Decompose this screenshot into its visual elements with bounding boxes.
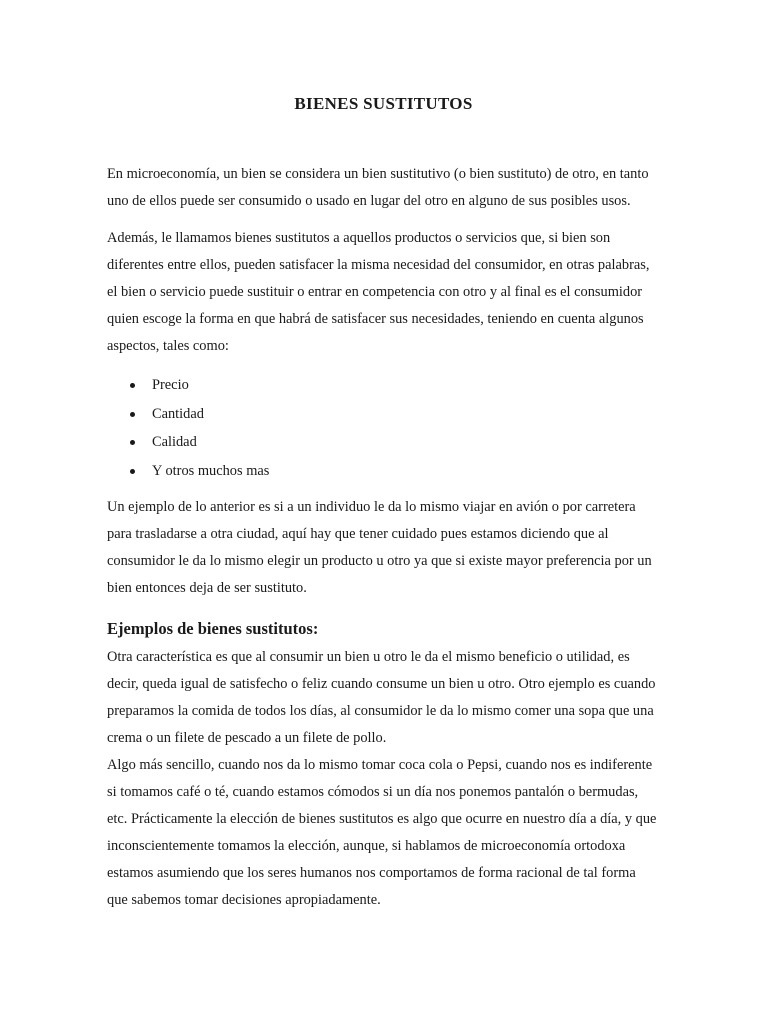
- bullet-icon: [130, 383, 135, 388]
- paragraph-explanation: Además, le llamamos bienes sustitutos a aquellos productos o servicios que, si bien son diferentes entre ellos, pueden satisfacer la misma necesidad del consumidor, en otras palabras, el bien o servicio puede sustituir o entrar en competencia con otro y al final es el consumidor quien escoge la forma en que habrá de satisfacer sus necesidades, teniendo en cuenta algunos aspectos, tales como:: [107, 230, 650, 354]
- aspects-list: [107, 371, 660, 485]
- bullet-icon: [130, 469, 135, 474]
- bullet-icon: [130, 440, 135, 445]
- list-item-label: Cantidad: [152, 405, 204, 422]
- list-item: [107, 428, 660, 457]
- list-item: [107, 400, 660, 429]
- list-item-label: Calidad: [152, 434, 197, 451]
- list-item-label: Precio: [152, 377, 189, 393]
- paragraph-characteristic: Otra característica es que al consumir un bien u otro le da el mismo beneficio o utilidad, es decir, queda igual de satisfecho o feliz cuando consume un bien u otro. Otro ejemplo es cuando preparamos la comida de todos los días, al consumidor le da lo mismo comer una sopa que una crema o un filete de pescado a un filete de pollo.: [107, 649, 656, 747]
- list-item-label: Y otros muchos mas: [152, 462, 270, 479]
- paragraph-definition: En microeconomía, un bien se considera un bien sustitutivo (o bien sustituto) de otro, en tanto uno de ellos puede ser consumido o usado en lugar del otro en alguno de sus posibles usos.: [107, 166, 649, 209]
- bullet-icon: [130, 412, 135, 417]
- paragraph-simple-example: Algo más sencillo, cuando nos da lo mismo tomar coca cola o Pepsi, cuando nos es indiferente si tomamos café o té, cuando estamos cómodos si un día nos ponemos pantalón o bermudas, etc. Prácticamente la elección de bienes sustitutos es algo que ocurre en nuestro día a día, y que inconscientemente tomamos la elección, aunque, si hablamos de microeconomía ortodoxa estamos asumiendo que los seres humanos nos comportamos de forma racional de tal forma que sabemos tomar decisiones apropiadamente.: [107, 757, 657, 909]
- list-item: [107, 457, 660, 486]
- document-title: BIENES SUSTITUTOS: [294, 94, 473, 113]
- list-item: [107, 371, 660, 400]
- paragraph-example: Un ejemplo de lo anterior es si a un individuo le da lo mismo viajar en avión o por carretera para trasladarse a otra ciudad, aquí hay que tener cuidado pues estamos diciendo que al consumidor le da lo mismo elegir un producto u otro ya que si existe mayor preferencia por un bien entonces deja de ser sustituto.: [107, 499, 652, 597]
- section-heading: Ejemplos de bienes sustitutos:: [107, 619, 319, 639]
